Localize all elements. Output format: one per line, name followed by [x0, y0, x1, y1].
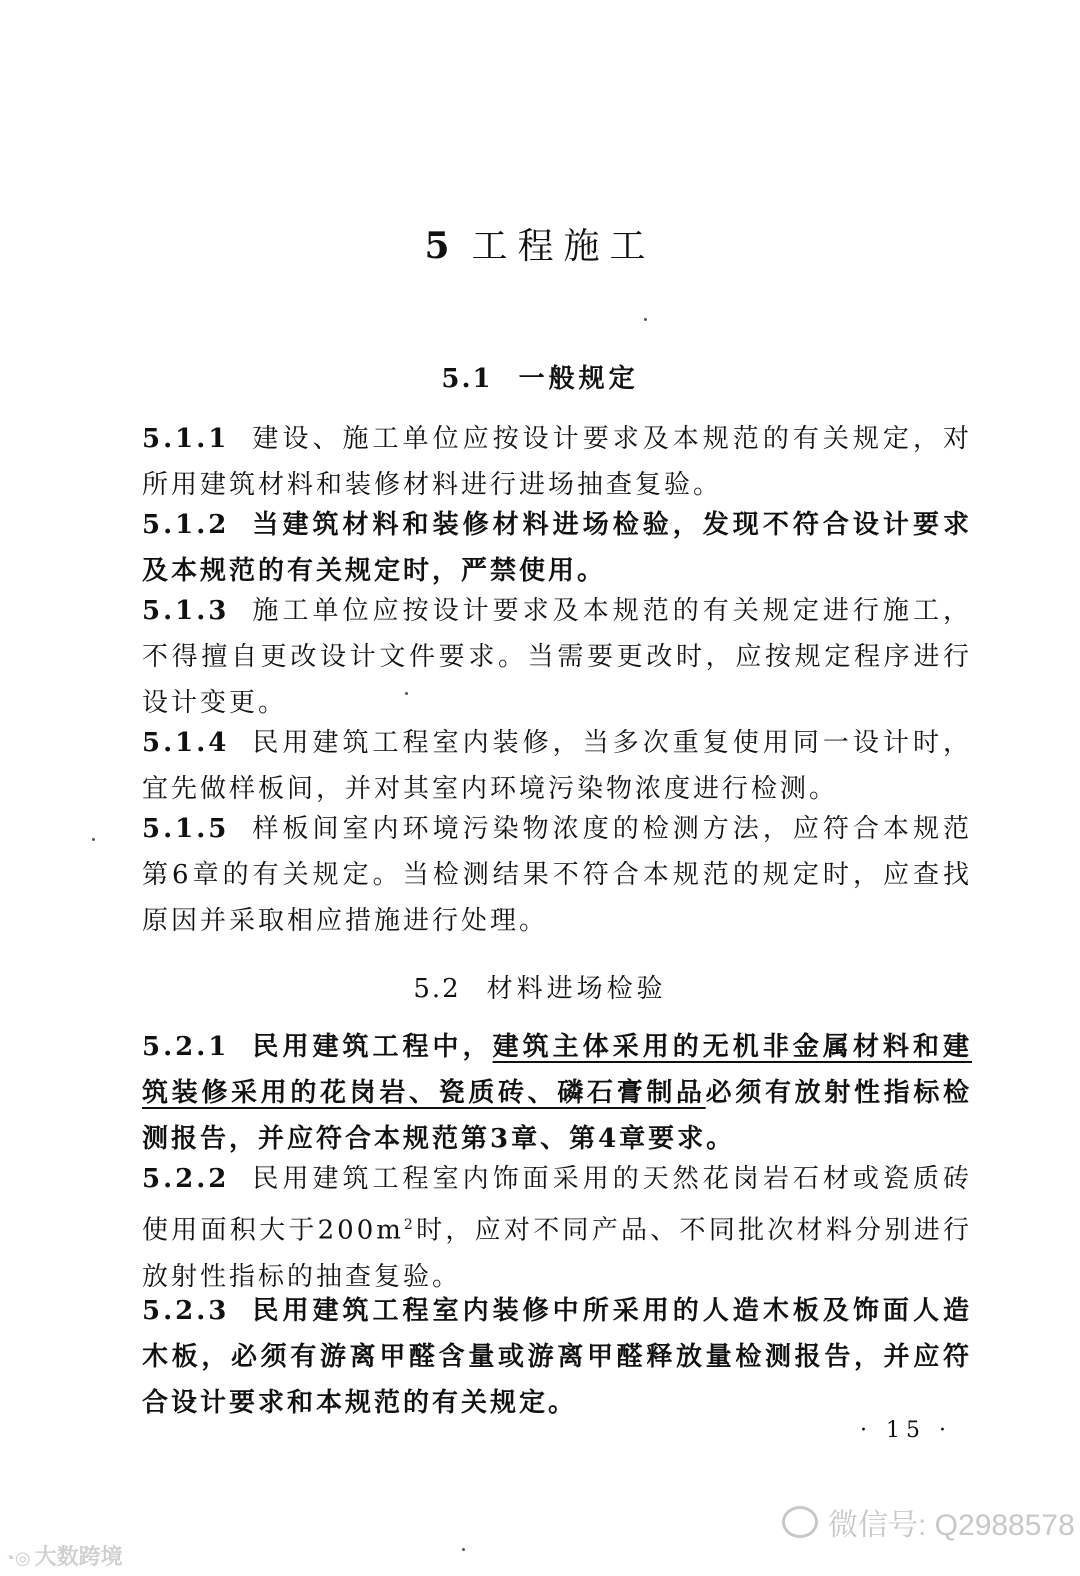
clause-number: 5.2.3: [142, 1296, 230, 1326]
clause-text-pre: 民用建筑工程中，: [251, 1032, 493, 1062]
chapter-number: 5: [424, 225, 450, 267]
clause-5-1-2: [142, 502, 972, 594]
chapter-heading: 工程施工: [471, 226, 656, 267]
clause-text-cont: 时，应对不同产品、不同批次材料分别进行放射性指标的抽查复验。: [142, 1215, 972, 1292]
clause-5-1-5: [142, 806, 972, 944]
chapter-title: [0, 218, 1080, 269]
watermark-right-text: 微信号: Q2988578: [828, 1509, 1075, 1542]
clause-text-underlined: 建筑主体采用的无机非金属材料和建筑装修采用的花岗岩、瓷质砖、磷石膏制品: [142, 1032, 972, 1108]
clause-text: 民用建筑工程室内饰面采用的天然花岗岩石材或瓷质砖使用面积大于200m: [142, 1164, 972, 1246]
clause-number: 5.1.2: [142, 510, 230, 540]
clause-number: 5.1.4: [142, 728, 230, 758]
section-title: 材料进场检验: [486, 974, 667, 1004]
watermark-right: [782, 1500, 1075, 1544]
watermark-left: [4, 1540, 123, 1571]
scan-speck: [92, 838, 95, 841]
clause-5-1-1: [142, 416, 972, 508]
clause-text-post: 必须有放射性指标检测报告，并应符合本规范第3章、第4章要求。: [142, 1078, 972, 1154]
section-heading-5-1: [0, 358, 1080, 395]
clause-text: 建设、施工单位应按设计要求及本规范的有关规定，对所用建筑材料和装修材料进行进场抽查复验。: [142, 424, 972, 500]
page-number: · 15 ·: [860, 1418, 952, 1443]
section-title: 一般规定: [518, 364, 639, 394]
clause-5-2-1: [142, 1024, 972, 1162]
clause-text: 样板间室内环境污染物浓度的检测方法，应符合本规范第6章的有关规定。当检测结果不符合本规范的规定时，应查找原因并采取相应措施进行处理。: [142, 814, 972, 936]
section-number: 5.1: [441, 364, 493, 394]
clause-number: 5.1.5: [142, 814, 230, 844]
clause-number: 5.2.1: [142, 1032, 230, 1062]
clause-5-2-3: [142, 1288, 972, 1426]
scan-speck: [405, 692, 408, 695]
clause-5-2-2: [142, 1156, 972, 1300]
clause-text: 民用建筑工程室内装修中所采用的人造木板及饰面人造木板，必须有游离甲醛含量或游离甲醛释放量检测报告，并应符合设计要求和本规范的有关规定。: [142, 1296, 972, 1418]
clause-number: 5.1.3: [142, 596, 230, 626]
superscript: 2: [403, 1217, 416, 1233]
clause-text: 民用建筑工程室内装修，当多次重复使用同一设计时，宜先做样板间，并对其室内环境污染物浓度进行检测。: [142, 728, 972, 804]
section-heading-5-2: [0, 968, 1080, 1005]
watermark-left-text: 大数跨境: [34, 1544, 123, 1569]
scan-speck: [462, 1548, 465, 1551]
clause-number: 5.2.2: [142, 1164, 230, 1194]
clause-number: 5.1.1: [142, 424, 230, 454]
clause-text: 当建筑材料和装修材料进场检验，发现不符合设计要求及本规范的有关规定时，严禁使用。: [142, 510, 972, 586]
clause-text: 施工单位应按设计要求及本规范的有关规定进行施工，不得擅自更改设计文件要求。当需要更改时，应按规定程序进行设计变更。: [142, 596, 972, 718]
section-number: 5.2: [413, 974, 461, 1004]
clause-5-1-4: [142, 720, 972, 812]
clause-5-1-3: [142, 588, 972, 726]
watermark-logo-icon: ◔◎: [4, 1548, 31, 1568]
scan-speck: [644, 318, 647, 321]
wechat-icon: [782, 1506, 818, 1538]
